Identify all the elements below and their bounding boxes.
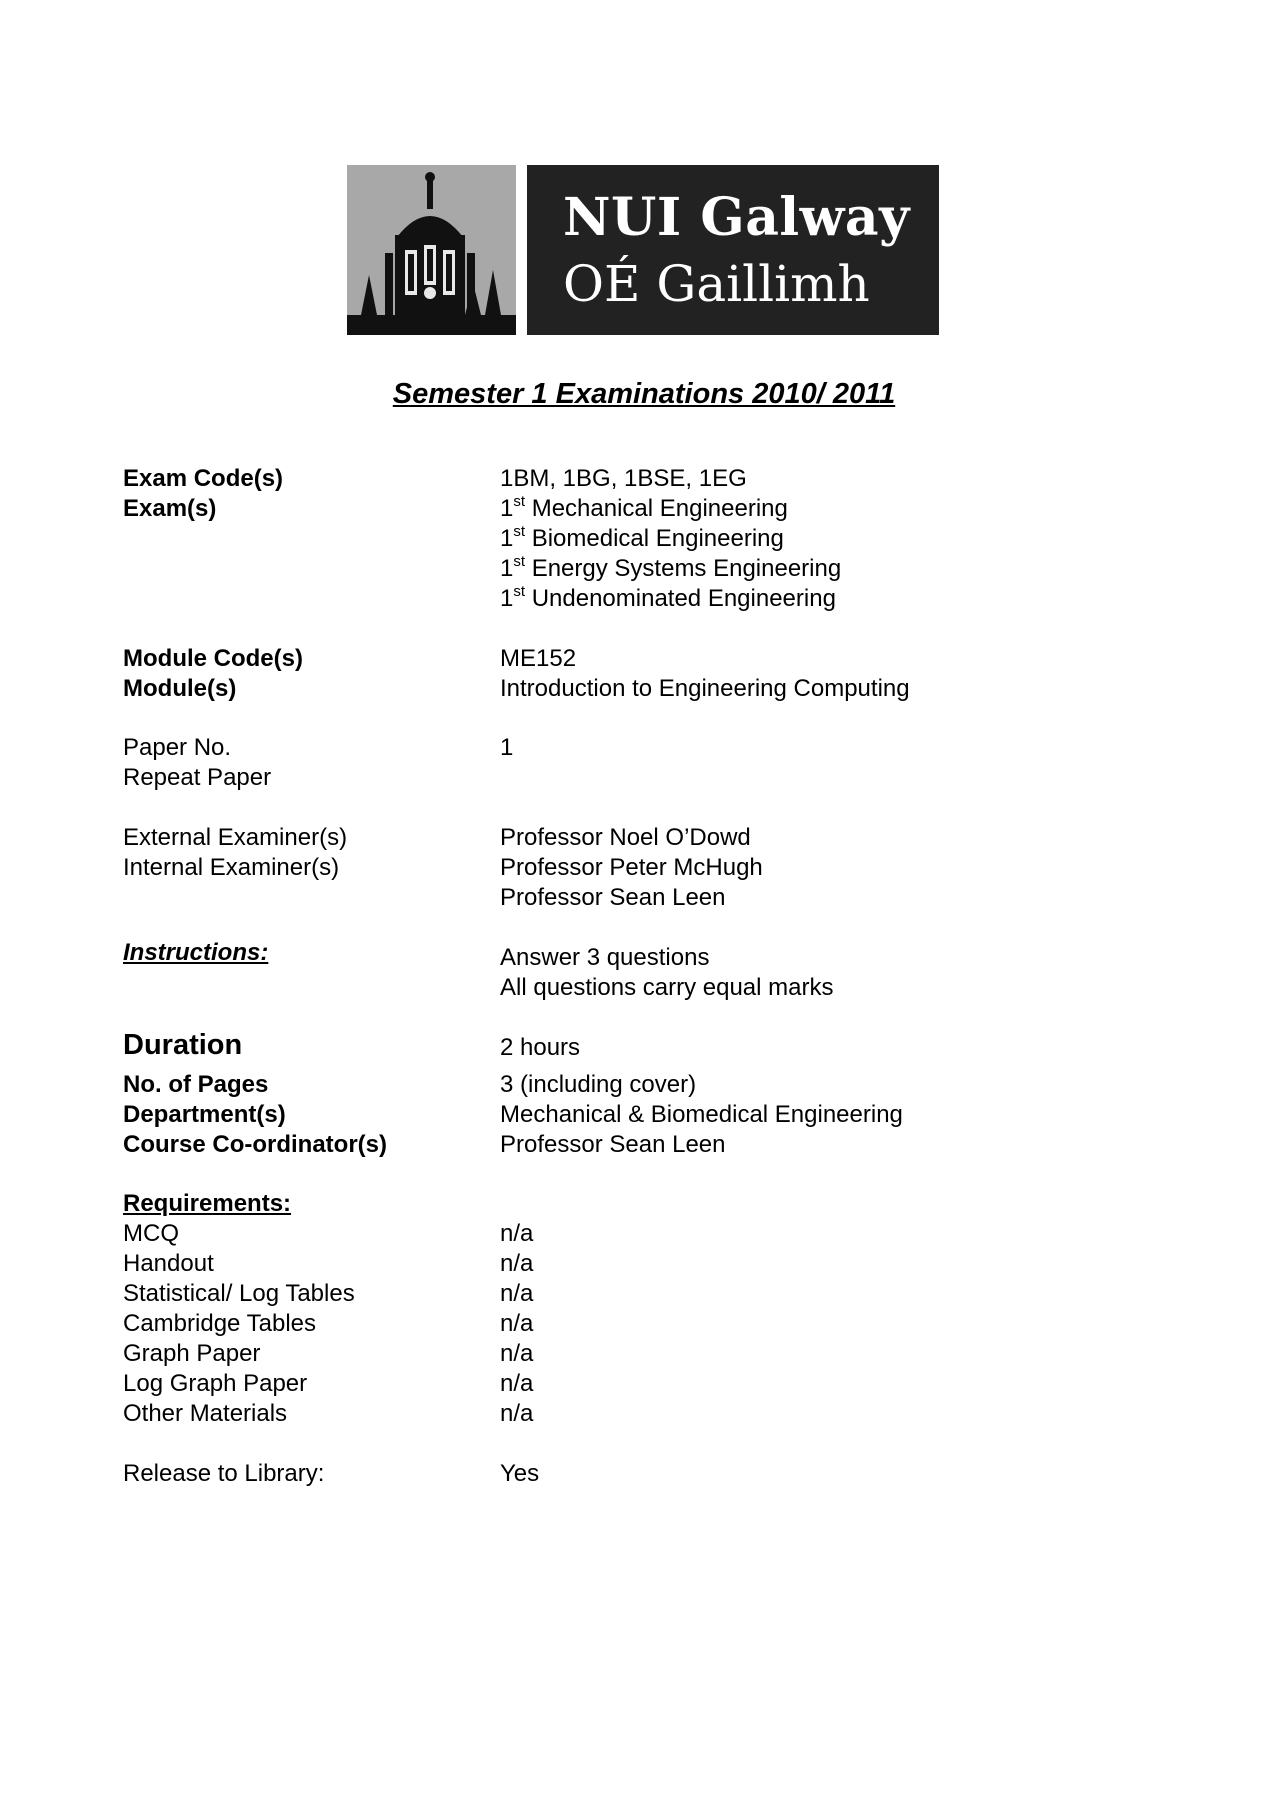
exam-item: 1st Undenominated Engineering <box>500 583 836 612</box>
exam-item: 1st Energy Systems Engineering <box>500 553 842 582</box>
requirement-value: n/a <box>500 1250 534 1277</box>
module-codes-label: Module Code(s) <box>123 645 303 672</box>
requirement-label: Statistical/ Log Tables <box>123 1280 355 1307</box>
exam-codes-value: 1BM, 1BG, 1BSE, 1EG <box>500 465 747 492</box>
requirement-label: MCQ <box>123 1220 179 1247</box>
page-title: Semester 1 Examinations 2010/ 2011 <box>392 378 896 410</box>
paper-no-label: Paper No. <box>123 734 232 761</box>
coordinator-label: Course Co-ordinator(s) <box>123 1131 387 1158</box>
requirement-value: n/a <box>500 1340 534 1367</box>
exam-item: 1st Mechanical Engineering <box>500 493 788 522</box>
external-examiner-value: Professor Noel O’Dowd <box>500 824 751 851</box>
duration-label: Duration <box>123 1029 243 1061</box>
department-label: Department(s) <box>123 1101 286 1128</box>
pages-label: No. of Pages <box>123 1071 269 1098</box>
internal-examiner-value: Professor Peter McHugh <box>500 854 763 881</box>
repeat-paper-label: Repeat Paper <box>123 764 272 791</box>
requirement-value: n/a <box>500 1220 534 1247</box>
requirement-value: n/a <box>500 1370 534 1397</box>
clock-tower-icon <box>347 165 516 335</box>
paper-no-value: 1 <box>500 734 514 761</box>
external-examiner-label: External Examiner(s) <box>123 824 348 851</box>
requirement-value: n/a <box>500 1400 534 1427</box>
release-label: Release to Library: <box>123 1460 325 1487</box>
exam-item: 1st Biomedical Engineering <box>500 523 784 552</box>
logo-wordmark <box>527 165 939 335</box>
internal-examiner-label: Internal Examiner(s) <box>123 854 340 881</box>
instructions-value: Answer 3 questions <box>500 944 710 971</box>
duration-value: 2 hours <box>500 1034 581 1061</box>
university-logo <box>347 165 939 335</box>
instructions-value: All questions carry equal marks <box>500 974 834 1001</box>
pages-value: 3 (including cover) <box>500 1071 697 1098</box>
requirement-label: Other Materials <box>123 1400 288 1427</box>
department-value: Mechanical & Biomedical Engineering <box>500 1101 903 1128</box>
modules-value: Introduction to Engineering Computing <box>500 675 910 702</box>
requirement-label: Graph Paper <box>123 1340 261 1367</box>
release-value: Yes <box>500 1460 540 1487</box>
requirement-label: Handout <box>123 1250 214 1277</box>
instructions-label: Instructions: <box>123 939 269 966</box>
requirement-label: Cambridge Tables <box>123 1310 316 1337</box>
internal-examiner-value: Professor Sean Leen <box>500 884 726 911</box>
logo-line-irish: OÉ Gaillimh <box>563 255 870 313</box>
exam-codes-label: Exam Code(s) <box>123 465 284 492</box>
requirement-label: Log Graph Paper <box>123 1370 308 1397</box>
requirement-value: n/a <box>500 1310 534 1337</box>
exams-label: Exam(s) <box>123 495 217 522</box>
requirement-value: n/a <box>500 1280 534 1307</box>
logo-line-english: NUI Galway <box>563 187 910 248</box>
modules-label: Module(s) <box>123 675 237 702</box>
requirements-heading: Requirements: <box>123 1190 292 1217</box>
coordinator-value: Professor Sean Leen <box>500 1131 726 1158</box>
module-codes-value: ME152 <box>500 645 577 672</box>
